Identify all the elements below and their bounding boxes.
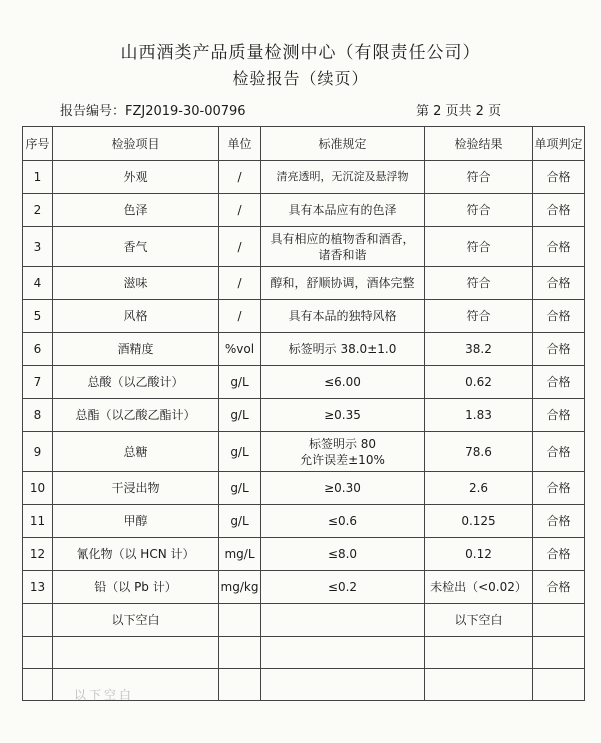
cell-result: 符合 (425, 300, 533, 333)
cell-no: 3 (23, 227, 53, 267)
cell-item: 色泽 (53, 194, 219, 227)
cell-item: 以下空白 (53, 604, 219, 637)
cell-result: 符合 (425, 194, 533, 227)
cell-unit (219, 669, 261, 701)
cell-no: 10 (23, 472, 53, 505)
cell-standard: 标签明示 38.0±1.0 (261, 333, 425, 366)
cell-result: 78.6 (425, 432, 533, 472)
table-row (23, 538, 585, 571)
cell-standard: 具有本品应有的色泽 (261, 194, 425, 227)
cell-unit: g/L (219, 432, 261, 472)
table-row (23, 505, 585, 538)
cell-verdict: 合格 (533, 505, 585, 538)
cell-verdict: 合格 (533, 161, 585, 194)
report-number: 报告编号：FZJ2019-30-00796 (60, 104, 246, 119)
cell-no: 6 (23, 333, 53, 366)
cell-standard (261, 604, 425, 637)
table-row (23, 194, 585, 227)
cell-standard: ≤0.6 (261, 505, 425, 538)
cell-result: 1.83 (425, 399, 533, 432)
cell-no: 2 (23, 194, 53, 227)
cell-verdict: 合格 (533, 571, 585, 604)
cell-standard: ≤6.00 (261, 366, 425, 399)
cell-unit: / (219, 227, 261, 267)
org-name: 山西酒类产品质量检测中心（有限责任公司） (120, 43, 481, 63)
cell-unit: mg/kg (219, 571, 261, 604)
col-header-result: 检验结果 (425, 127, 533, 161)
cell-no: 9 (23, 432, 53, 472)
cell-standard: ≤0.2 (261, 571, 425, 604)
cell-verdict: 合格 (533, 472, 585, 505)
report-title: 检验报告（续页） (232, 69, 369, 88)
cell-standard: 具有相应的植物香和酒香， 诸香和谐 (261, 227, 425, 267)
table-row (23, 333, 585, 366)
cell-result: 以下空白 (425, 604, 533, 637)
table-row (23, 399, 585, 432)
cell-result (425, 669, 533, 701)
cell-verdict: 合格 (533, 538, 585, 571)
cell-result: 0.62 (425, 366, 533, 399)
cell-result: 0.12 (425, 538, 533, 571)
cell-no: 8 (23, 399, 53, 432)
cell-verdict: 合格 (533, 333, 585, 366)
cell-no: 4 (23, 267, 53, 300)
cell-standard: ≥0.35 (261, 399, 425, 432)
cell-item: 风格 (53, 300, 219, 333)
cell-standard: 标签明示 80 允许误差±10% (261, 432, 425, 472)
cell-result (425, 637, 533, 669)
cell-item (53, 637, 219, 669)
cell-standard (261, 637, 425, 669)
table-row (23, 472, 585, 505)
cell-unit: g/L (219, 505, 261, 538)
cell-verdict: 合格 (533, 267, 585, 300)
cell-standard: 醇和，舒顺协调，酒体完整 (261, 267, 425, 300)
col-header-no: 序号 (23, 127, 53, 161)
cell-verdict: 合格 (533, 300, 585, 333)
col-header-unit: 单位 (219, 127, 261, 161)
table-row (23, 267, 585, 300)
cell-unit: / (219, 267, 261, 300)
cell-unit: / (219, 194, 261, 227)
empty-row (23, 637, 585, 669)
cell-no: 5 (23, 300, 53, 333)
cell-no: 13 (23, 571, 53, 604)
cell-unit: g/L (219, 399, 261, 432)
cell-item: 滋味 (53, 267, 219, 300)
cell-no: 11 (23, 505, 53, 538)
cell-verdict: 合格 (533, 227, 585, 267)
cell-item: 酒精度 (53, 333, 219, 366)
table-row (23, 571, 585, 604)
cell-result: 2.6 (425, 472, 533, 505)
cell-result: 符合 (425, 161, 533, 194)
cell-no: 1 (23, 161, 53, 194)
table-row (23, 366, 585, 399)
cell-unit (219, 604, 261, 637)
cell-standard: ≤8.0 (261, 538, 425, 571)
cell-result: 38.2 (425, 333, 533, 366)
cell-unit: g/L (219, 472, 261, 505)
cell-standard: 清亮透明，无沉淀及悬浮物 (261, 161, 425, 194)
cell-no (23, 637, 53, 669)
cell-unit: mg/L (219, 538, 261, 571)
inspection-table (22, 126, 585, 701)
table-row (23, 300, 585, 333)
cell-standard (261, 669, 425, 701)
col-header-verdict: 单项判定 (533, 127, 585, 161)
cell-standard: 具有本品的独特风格 (261, 300, 425, 333)
cell-unit (219, 637, 261, 669)
cell-unit: g/L (219, 366, 261, 399)
cell-verdict: 合格 (533, 366, 585, 399)
table-header-row (23, 127, 585, 161)
blank-note-row (23, 604, 585, 637)
cell-unit: / (219, 161, 261, 194)
cell-item: 甲醇 (53, 505, 219, 538)
cell-unit: / (219, 300, 261, 333)
cell-no (23, 604, 53, 637)
col-header-item: 检验项目 (53, 127, 219, 161)
faint-handwritten-mark: 以下空白 (74, 688, 135, 702)
cell-item: 铅（以 Pb 计） (53, 571, 219, 604)
cell-item: 总酯（以乙酸乙酯计） (53, 399, 219, 432)
cell-no: 12 (23, 538, 53, 571)
cell-item: 氰化物（以 HCN 计） (53, 538, 219, 571)
cell-item: 总糖 (53, 432, 219, 472)
cell-item: 香气 (53, 227, 219, 267)
cell-result: 符合 (425, 267, 533, 300)
table-row (23, 161, 585, 194)
cell-unit: %vol (219, 333, 261, 366)
cell-verdict: 合格 (533, 432, 585, 472)
cell-result: 符合 (425, 227, 533, 267)
table-row (23, 227, 585, 267)
cell-verdict: 合格 (533, 399, 585, 432)
page-number: 第 2 页共 2 页 (416, 104, 502, 119)
cell-no: 7 (23, 366, 53, 399)
cell-result: 未检出（<0.02） (425, 571, 533, 604)
col-header-standard: 标准规定 (261, 127, 425, 161)
cell-standard: ≥0.30 (261, 472, 425, 505)
table-row (23, 432, 585, 472)
cell-item: 干浸出物 (53, 472, 219, 505)
cell-result: 0.125 (425, 505, 533, 538)
cell-item: 总酸（以乙酸计） (53, 366, 219, 399)
cell-verdict (533, 637, 585, 669)
cell-verdict (533, 669, 585, 701)
cell-verdict: 合格 (533, 194, 585, 227)
cell-verdict (533, 604, 585, 637)
cell-item: 外观 (53, 161, 219, 194)
cell-no (23, 669, 53, 701)
